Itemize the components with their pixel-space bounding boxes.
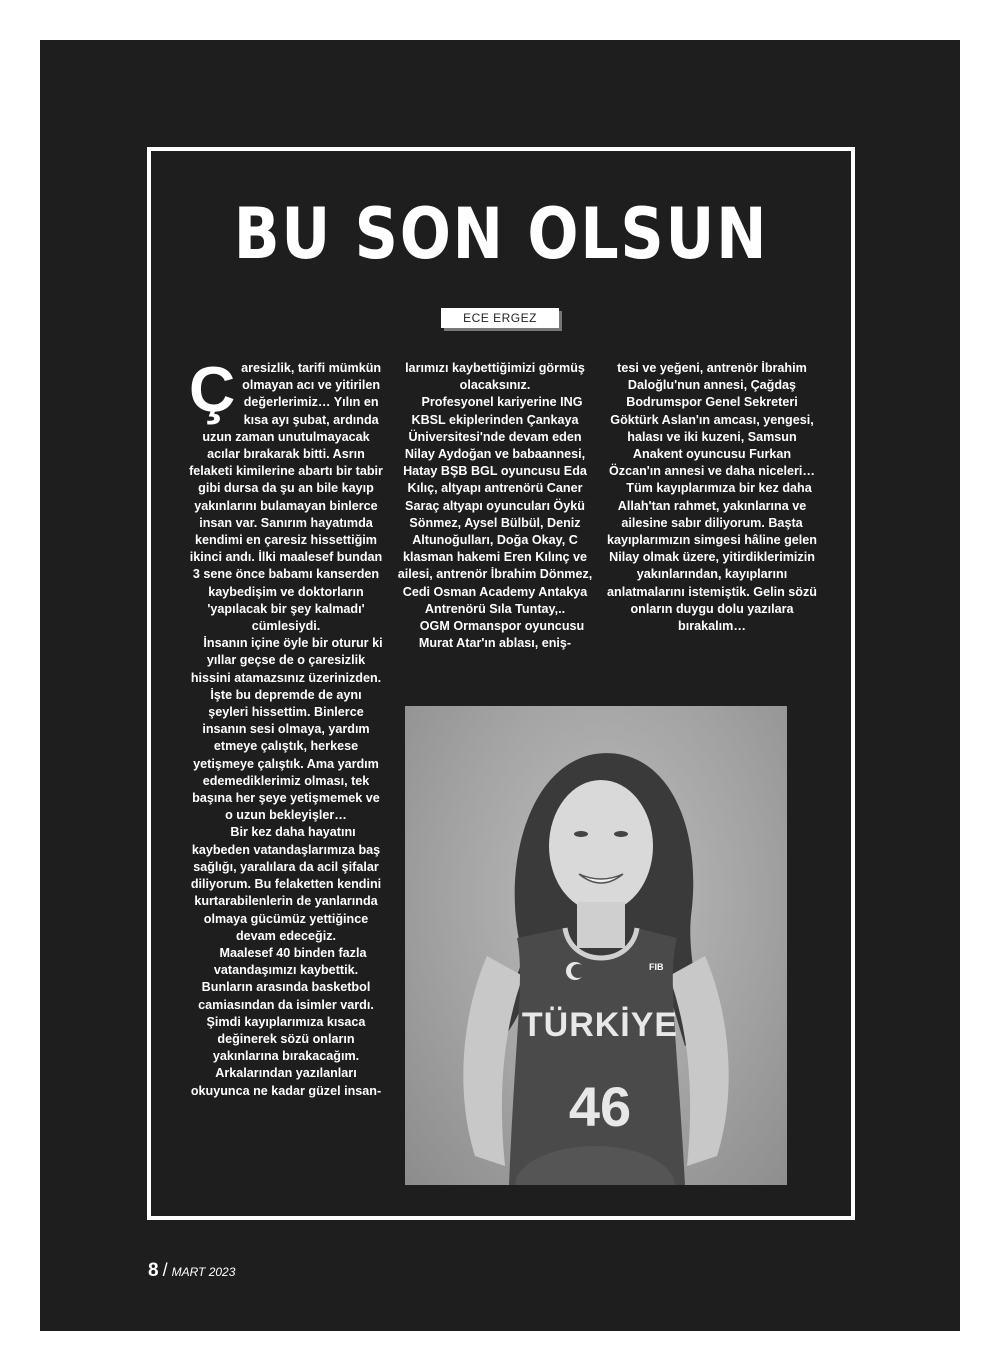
paragraph: Bir kez daha hayatını kaybeden vatandaşlarımıza baş sağlığı, yaralılara da acil şifalar diliyorum. Bu felaketten kendini kurtarabilenlerin de yanlarında olmaya gücümüz yettiğince devam edeceğiz. [190, 825, 382, 943]
jersey-text: TÜRKİYE [521, 1006, 679, 1044]
paragraph: Profesyonel kariyerine ING KBSL ekiplerinden Çankaya Üniversitesi'nde devam eden Nilay Aydoğan ve babaannesi, Hatay BŞB BGL oyuncusu Eda Kılıç, altyapı antrenörü Caner Saraç altyapı oyuncuları Öykü Sönmez, Aysel Bülbül, Deniz Altunoğulları, Doğa Okay, C klasman hakemi Eren Kılınç ve ailesi, antrenör İbrahim Dönmez, Cedi Osman Academy Antakya Antrenörü Sıla Tuntay,.. [397, 395, 593, 616]
paragraph: Çaresizlik, tarifi mümkün olmayan acı ve yitirilen değerlerimiz… Yılın en kısa ayı şubat, ardında uzun zaman unutulmayacak acılar bırakarak bitti. Asrın felaketi kimilerine abartı bir tabir gibi dursa da şu an bile kayıp yakınlarını bulamayan binlerce insan var. Sanırım hayatımda kendimi en çaresiz hissettiğim ikinci andı. İlki maalesef bundan 3 sene önce babamı kanserden kaybedişim ve doktorların 'yapılacak bir şey kalmadı' cümlesiydi. [189, 353, 383, 634]
article-title: BU SON OLSUN [233, 193, 769, 275]
paragraph: tesi ve yeğeni, antrenör İbrahim Daloğlu'nun annesi, Çağdaş Bodrumspor Genel Sekreteri Göktürk Aslan'ın amcası, yengesi, halası ve iki kuzeni, Samsun Anakent oyuncusu Furkan Özcan'ın annesi ve daha niceleri… [609, 361, 815, 479]
paragraph: İnsanın içine öyle bir oturur ki yıllar geçse de o çaresizlik hissini atamazsınız üzerinizden. İşte bu depremde de aynı şeyleri hissettim. Binlerce insanın sesi olmaya, yardım etmeye çalıştık, herkese yetişmeye çalıştık. Ama yardım edemediklerimiz olması, tek başına her şeye yetişmemek ve o uzun bekleyişler… [190, 636, 383, 823]
jersey-badge: FIB [649, 962, 664, 972]
text-column-2 [395, 360, 595, 652]
footer-separator: / [162, 1260, 168, 1280]
paragraph: Tüm kayıplarımıza bir kez daha Allah'tan rahmet, yakınlarına ve ailesine sabır diliyorum. Başta kayıplarımızın simgesi hâline gelen Nilay olmak üzere, yitirdiklerimizin yakınlarından, kayıplarını anlatmalarını istemiştik. Gelin sözü onların duygu dolu yazılara bırakalım… [607, 481, 817, 634]
text-column-3 [607, 360, 817, 635]
issue-date: MART 2023 [171, 1265, 236, 1279]
paragraph: Maalesef 40 binden fazla vatandaşımızı kaybettik. Bunların arasında basketbol camiasından da isimler vardı. Şimdi kayıplarımıza kısaca değinerek sözü onların yakınlarına bırakacağım. Arkalarından yazılanları okuyunca ne kadar güzel insan- [190, 945, 382, 1098]
text-column-1 [189, 353, 383, 1100]
magazine-page [40, 40, 960, 1331]
player-photo [405, 706, 787, 1185]
paragraph: OGM Ormanspor oyuncusu Murat Atar'ın ablası, eniş- [418, 619, 585, 651]
jersey-number: 46 [568, 1075, 632, 1138]
paragraph: larımızı kaybettiğimizi görmüş olacaksınız. [405, 361, 585, 393]
author-byline: ECE ERGEZ [441, 308, 559, 328]
page-footer [148, 1260, 235, 1282]
article-frame [147, 147, 855, 1220]
page-number: 8 [148, 1260, 159, 1281]
drop-cap: Ç [189, 353, 236, 425]
